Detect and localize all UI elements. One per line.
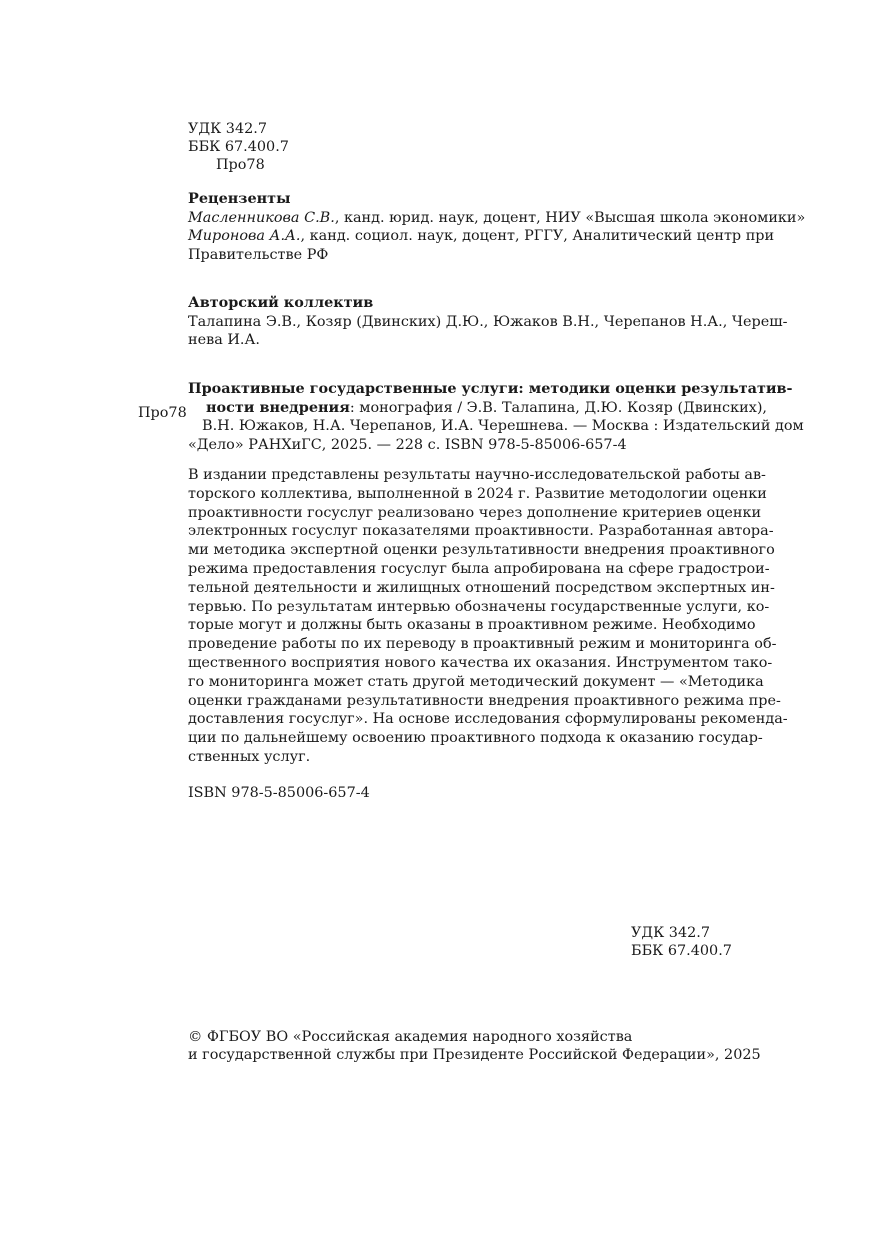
- annotation-line: ми методика экспертной оценки результативности внедрения проактивного: [188, 542, 775, 559]
- bib-title-line-2: [188, 398, 768, 418]
- reviewer-1: [188, 209, 806, 228]
- bib-author-sign: Про78: [138, 405, 187, 421]
- reviewer-2-info: , канд. социол. наук, доцент, РГГУ, Аналитический центр при: [300, 228, 775, 244]
- annotation-line: режима предоставления госуслуг была апробирована на сфере градострои-: [188, 560, 770, 577]
- annotation-line: доставления госуслуг». На основе исследования сформулированы рекоменда-: [188, 711, 788, 728]
- authors-line-2: нева И.А.: [188, 332, 260, 348]
- annotation-line: го мониторинга может стать другой методический документ — «Методика: [188, 673, 764, 690]
- authors-section: [188, 294, 788, 350]
- udk-code: УДК 342.7: [188, 121, 268, 137]
- bottom-bbk-code: ББК 67.400.7: [631, 943, 732, 959]
- bib-title-end: ности внедрения: [206, 398, 350, 416]
- copyright-line-1: © ФГБОУ ВО «Российская академия народного хозяйства: [188, 1029, 633, 1045]
- annotation-line: ции по дальнейшему освоению проактивного подхода к оказанию государ-: [188, 730, 763, 747]
- authors-line-1: Талапина Э.В., Козяр (Двинских) Д.Ю., Южаков В.Н., Черепанов Н.А., Череш-: [188, 313, 788, 330]
- author-sign: Про78: [216, 157, 265, 173]
- annotation: [188, 466, 788, 767]
- bib-description: : монография / Э.В. Талапина, Д.Ю. Козяр (Двинских),: [349, 399, 768, 416]
- annotation-line: электронных госуслуг показателями проактивности. Разработанная автора-: [188, 523, 774, 540]
- annotation-line: В издании представлены результаты научно-исследовательской работы ав-: [188, 467, 766, 483]
- annotation-line: оценки гражданами результативности внедрения проактивного режима пре-: [188, 692, 781, 709]
- copyright-line-2: и государственной службы при Президенте Российской Федерации», 2025: [188, 1047, 761, 1063]
- annotation-line: проведение работы по их переводу в проактивный режим и мониторинга об-: [188, 636, 777, 653]
- authors-heading: Авторский коллектив: [188, 294, 374, 311]
- reviewer-1-name: Масленникова С.В.: [188, 209, 335, 226]
- bbk-code: ББК 67.400.7: [188, 139, 289, 155]
- reviewer-2-continued: Правительстве РФ: [188, 246, 329, 263]
- bib-line-3: В.Н. Южаков, Н.А. Черепанов, И.А. Черешнева. — Москва : Издательский дом: [202, 418, 804, 434]
- annotation-line: щественного восприятия нового качества их оказания. Инструментом тако-: [188, 654, 773, 671]
- reviewers-section: [188, 190, 806, 264]
- bib-line-4: «Дело» РАНХиГС, 2025. — 228 с. ISBN 978-5-85006-657-4: [188, 436, 627, 453]
- reviewer-2-name: Миронова А.А.: [188, 228, 301, 244]
- reviewers-heading: Рецензенты: [188, 190, 291, 207]
- annotation-line: тервью. По результатам интервью обозначены государственные услуги, ко-: [188, 598, 770, 615]
- bottom-udk-code: УДК 342.7: [631, 925, 711, 941]
- annotation-line: тельной деятельности и жилищных отношений посредством экспертных ин-: [188, 579, 775, 596]
- annotation-line: ственных услуг.: [188, 748, 311, 765]
- bib-title-line-1: Проактивные государственные услуги: методики оценки результатив-: [188, 380, 793, 397]
- bibliographic-record: [188, 380, 804, 454]
- isbn: ISBN 978-5-85006-657-4: [188, 785, 370, 801]
- reviewer-1-info: , канд. юрид. наук, доцент, НИУ «Высшая школа экономики»: [334, 209, 806, 226]
- annotation-line: проактивности госуслуг реализовано через дополнение критериев оценки: [188, 504, 762, 521]
- annotation-line: торского коллектива, выполненной в 2024 г. Развитие методологии оценки: [188, 485, 767, 502]
- annotation-line: торые могут и должны быть оказаны в проактивном режиме. Необходимо: [188, 617, 756, 634]
- reviewer-2: [188, 227, 775, 246]
